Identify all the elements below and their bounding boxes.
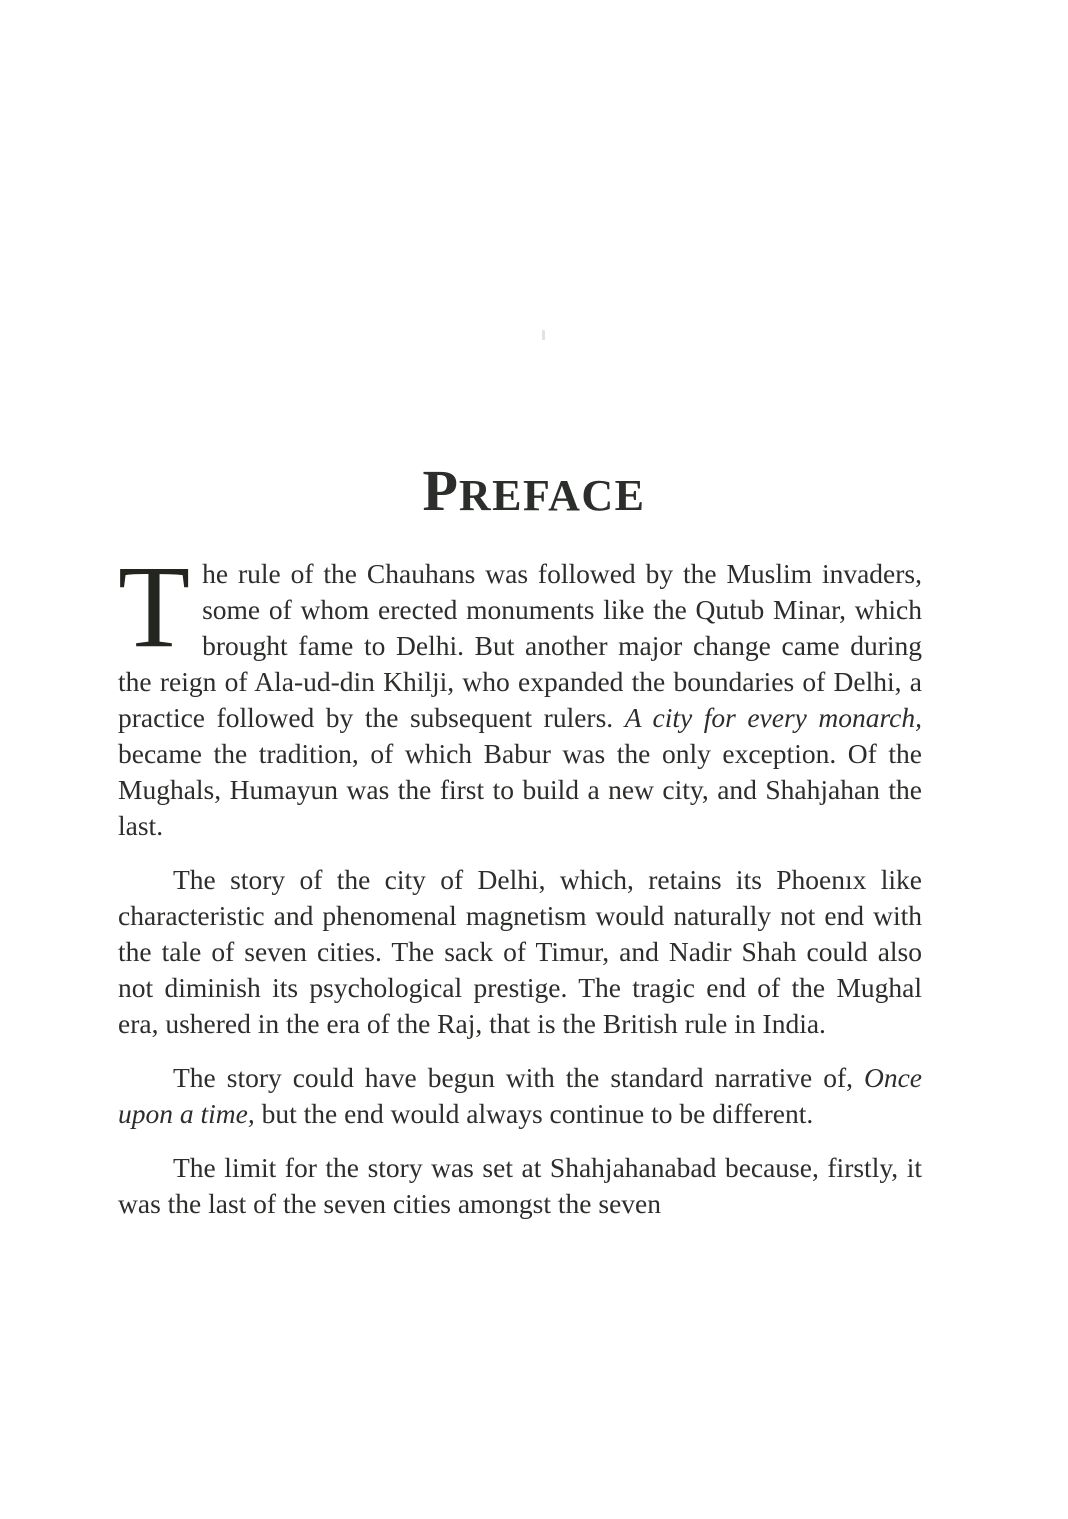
paragraph-1 (118, 541, 923, 844)
paragraph-4-segment-1: The limit for the story was set at Shahjahanabad because, firstly, it was the last of the seven cities amongst the seven (118, 1152, 922, 1219)
page-title-remainder: REFACE (458, 471, 646, 521)
paragraph-3 (118, 1060, 922, 1132)
paragraph-1-segment-1: he rule of the Chauhans was followed by the Muslim invaders, some of whom erected monuments like the Qutub Minar, which brought fame to Delhi. But another major change came during the reign of Ala-ud-din Khilji, who expanded the boundaries of Delhi, a practice followed by the subsequent rulers. (118, 558, 922, 733)
paragraph-2-segment-1: The story of the city of Delhi, which, retains its Phoenıx like characteristic and phenomenal magnetism would naturally not end with the tale of seven cities. The sack of Timur, and Nadir Shah could also not diminish its psychological prestige. The tragic end of the Mughal era, ushered in the era of the Raj, that is the British rule in India. (118, 864, 922, 1039)
body-text-column (118, 541, 923, 1222)
paragraph-3-italic-phrase: Once upon a time, (118, 1062, 922, 1129)
paragraph-3-segment-1: The story could have begun with the standard narrative of, (173, 1062, 864, 1093)
paragraph-3-segment-3: but the end would always continue to be different. (254, 1098, 814, 1129)
page-title (0, 458, 1068, 524)
paragraph-2 (118, 862, 922, 1042)
paragraph-4 (118, 1150, 922, 1222)
paragraph-1-italic-phrase: A city for every monarch, (624, 702, 923, 733)
scan-artifact-speck (542, 330, 545, 340)
drop-cap-letter: T (118, 541, 191, 672)
paragraph-1-segment-3: became the tradition, of which Babur was the only exception. Of the Mughals, Humayun was the first to build a new city, and Shahjahan the last. (118, 738, 922, 841)
page-title-initial: P (422, 458, 459, 524)
